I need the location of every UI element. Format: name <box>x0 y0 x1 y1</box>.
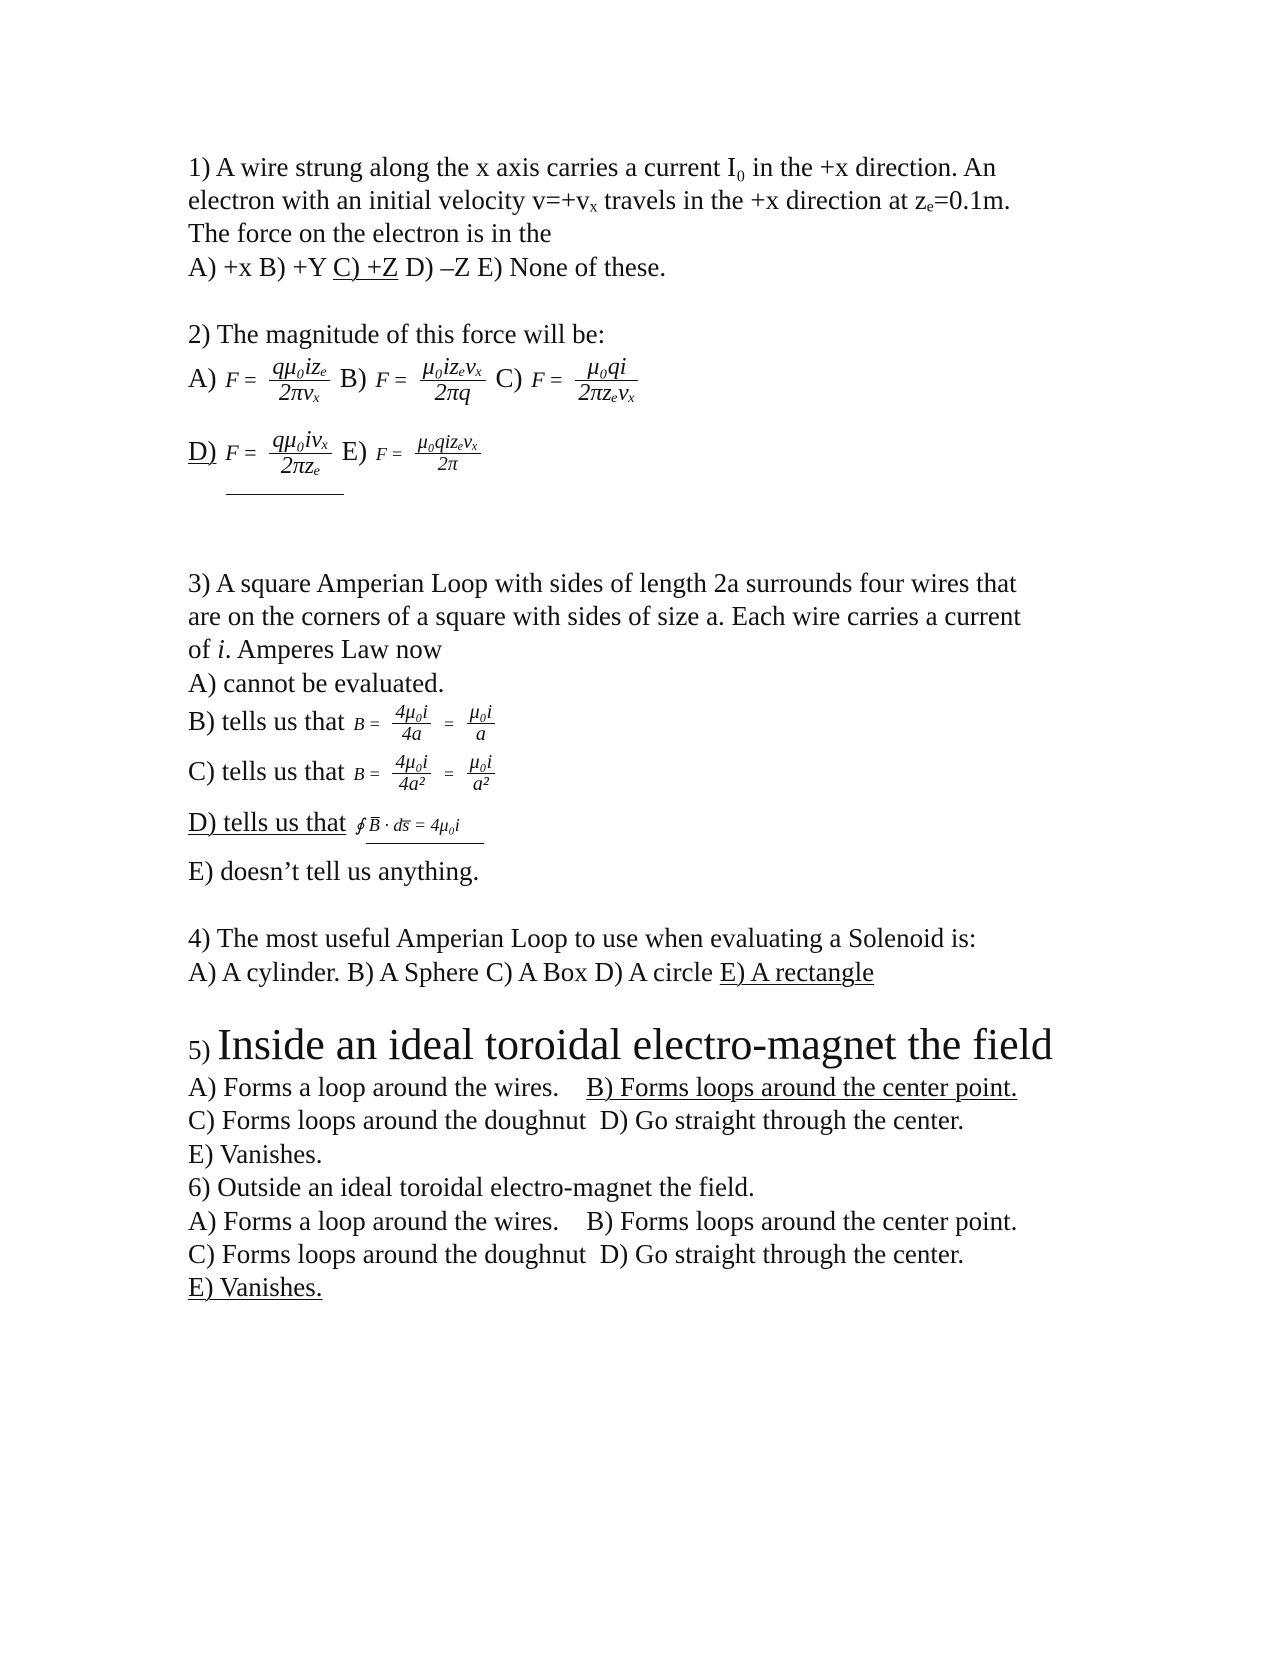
q2-option-c-fraction <box>575 355 638 406</box>
equals-sign: = <box>368 714 381 734</box>
q6-question: 6) Outside an ideal toroidal electro-magnet the field. <box>188 1172 755 1202</box>
q2-option-c-numerator: μ₀qi <box>575 355 638 381</box>
q3-option-b <box>188 700 498 745</box>
q6-option-c: C) Forms loops around the doughnut <box>188 1239 587 1269</box>
q1-line-3: The force on the electron is in the <box>188 218 552 248</box>
q3-option-c-fraction-1 <box>392 752 431 795</box>
q3-option-c-numerator-2: μ₀i <box>467 752 496 774</box>
q6-option-d: D) Go straight through the center. <box>599 1239 965 1269</box>
q2-option-a-label: A) <box>188 362 217 393</box>
q3-option-b-fraction-1 <box>392 702 431 745</box>
q5-options-row-2 <box>188 1104 964 1137</box>
equals-sign: = <box>242 366 258 392</box>
q2-options-row-1 <box>188 355 641 406</box>
q5-option-d: D) Go straight through the center. <box>599 1105 965 1135</box>
q6-option-a: A) Forms a loop around the wires. <box>188 1206 560 1236</box>
q2-option-c-label: C) <box>495 362 523 393</box>
q2-option-d-denominator: 2πzₑ <box>280 453 321 480</box>
q2-option-a-fraction <box>269 355 330 406</box>
q2-option-e-label: E) <box>341 435 368 466</box>
q2-option-e-numerator: μ₀qizₑvₓ <box>415 432 481 454</box>
q3-b-symbol: B <box>353 764 365 784</box>
q2-option-e-denominator: 2π <box>437 453 458 476</box>
q3-line-1: 3) A square Amperian Loop with sides of length 2a surrounds four wires that <box>188 568 1017 598</box>
q3-b-symbol: B <box>353 714 365 734</box>
q3-answer-underline <box>366 843 484 844</box>
q3-option-b-denominator-2: a <box>475 723 486 746</box>
equals-sign: = <box>442 764 455 784</box>
q6-option-b: B) Forms loops around the center point. <box>586 1206 1018 1236</box>
q2-f-symbol: F <box>375 366 389 392</box>
q1-answer: C) +Z <box>332 252 399 282</box>
q3-option-c <box>188 750 498 795</box>
q2-option-a-numerator: qμ₀izₑ <box>269 355 330 381</box>
q2-option-a-denominator: 2πvₓ <box>278 380 321 407</box>
q5-options-row-1 <box>188 1071 1017 1104</box>
equals-sign: = <box>242 439 258 465</box>
q5-option-a: A) Forms a loop around the wires. <box>188 1072 560 1102</box>
q1-line-2: electron with an initial velocity v=+vₓ travels in the +x direction at zₑ=0.1m. <box>188 185 1011 215</box>
q5-question <box>188 1020 1053 1075</box>
q4-answer: E) A rectangle <box>719 957 875 987</box>
equals-sign: = <box>548 366 564 392</box>
q2-option-d-label: D) <box>188 435 217 466</box>
q2-option-b-label: B) <box>339 362 367 393</box>
q3-option-d <box>188 806 462 842</box>
q3-line-2: are on the corners of a square with sides of size a. Each wire carries a current <box>188 601 1021 631</box>
q3-option-b-fraction-2 <box>467 702 496 745</box>
equals-sign: = <box>390 443 403 464</box>
q2-option-b-denominator: 2πq <box>434 380 471 407</box>
q4-options-pre: A) A cylinder. B) A Sphere C) A Box D) A circle <box>188 957 720 987</box>
q3-option-b-numerator-1: 4μ₀i <box>392 702 431 724</box>
q3-option-e: E) doesn’t tell us anything. <box>188 856 480 886</box>
q3-line-3-pre: of <box>188 634 218 664</box>
q3-option-c-text: C) tells us that <box>188 756 345 786</box>
q3-option-b-numerator-2: μ₀i <box>467 702 496 724</box>
q1-options-pre: A) +x B) +Y <box>188 252 333 282</box>
q2-f-symbol: F <box>531 366 545 392</box>
q5-option-e: E) Vanishes. <box>188 1139 323 1169</box>
q6-option-e <box>188 1271 323 1304</box>
q5-option-b-answer: B) Forms loops around the center point. <box>586 1072 1018 1102</box>
q5-option-c: C) Forms loops around the doughnut <box>188 1105 587 1135</box>
q3-line-3 <box>188 633 442 666</box>
q3-current-symbol: i <box>217 634 225 664</box>
q3-option-c-fraction-2 <box>467 752 496 795</box>
q2-option-d-fraction <box>269 428 332 479</box>
q4-options <box>188 956 874 989</box>
equals-sign: = <box>392 366 408 392</box>
q3-option-a: A) cannot be evaluated. <box>188 668 445 698</box>
q2-answer-underline <box>226 494 344 495</box>
q3-option-c-denominator-2: a² <box>472 773 489 796</box>
q3-option-b-denominator-1: 4a <box>401 723 422 746</box>
q2-f-symbol: F <box>225 439 239 465</box>
equals-sign: = <box>368 764 381 784</box>
equals-sign: = <box>442 714 455 734</box>
q2-f-symbol: F <box>375 443 387 464</box>
q3-option-d-text: D) tells us that <box>188 807 347 837</box>
q4-question: 4) The most useful Amperian Loop to use when evaluating a Solenoid is: <box>188 923 977 953</box>
q2-question: 2) The magnitude of this force will be: <box>188 319 606 349</box>
q5-title: Inside an ideal toroidal electro-magnet the field <box>217 1020 1053 1069</box>
q2-option-c-denominator: 2πzₑvₓ <box>578 380 636 407</box>
q1-options-post: D) –Z E) None of these. <box>398 252 667 282</box>
q2-f-symbol: F <box>225 366 239 392</box>
q5-number: 5) <box>188 1035 218 1065</box>
q2-option-e-fraction <box>415 432 481 475</box>
q2-options-row-2 <box>188 428 484 479</box>
q3-option-c-denominator-1: 4a² <box>398 773 425 796</box>
q6-option-e-answer: E) Vanishes. <box>188 1272 323 1302</box>
q6-options-row-1 <box>188 1205 1017 1238</box>
q6-options-row-2 <box>188 1238 964 1271</box>
q3-option-c-numerator-1: 4μ₀i <box>392 752 431 774</box>
q3-option-d-equation: ∮ B̅ · ds̅ = 4μ₀i <box>354 815 460 835</box>
q2-option-b-fraction <box>420 355 486 406</box>
q2-option-b-numerator: μ₀izₑvₓ <box>420 355 486 381</box>
q3-line-3-post: . Amperes Law now <box>224 634 443 664</box>
q1-line-1: 1) A wire strung along the x axis carries a current I₀ in the +x direction. An <box>188 152 997 182</box>
q2-option-d-numerator: qμ₀ivₓ <box>269 428 332 454</box>
q3-option-b-text: B) tells us that <box>188 706 345 736</box>
q1-options <box>188 251 666 284</box>
